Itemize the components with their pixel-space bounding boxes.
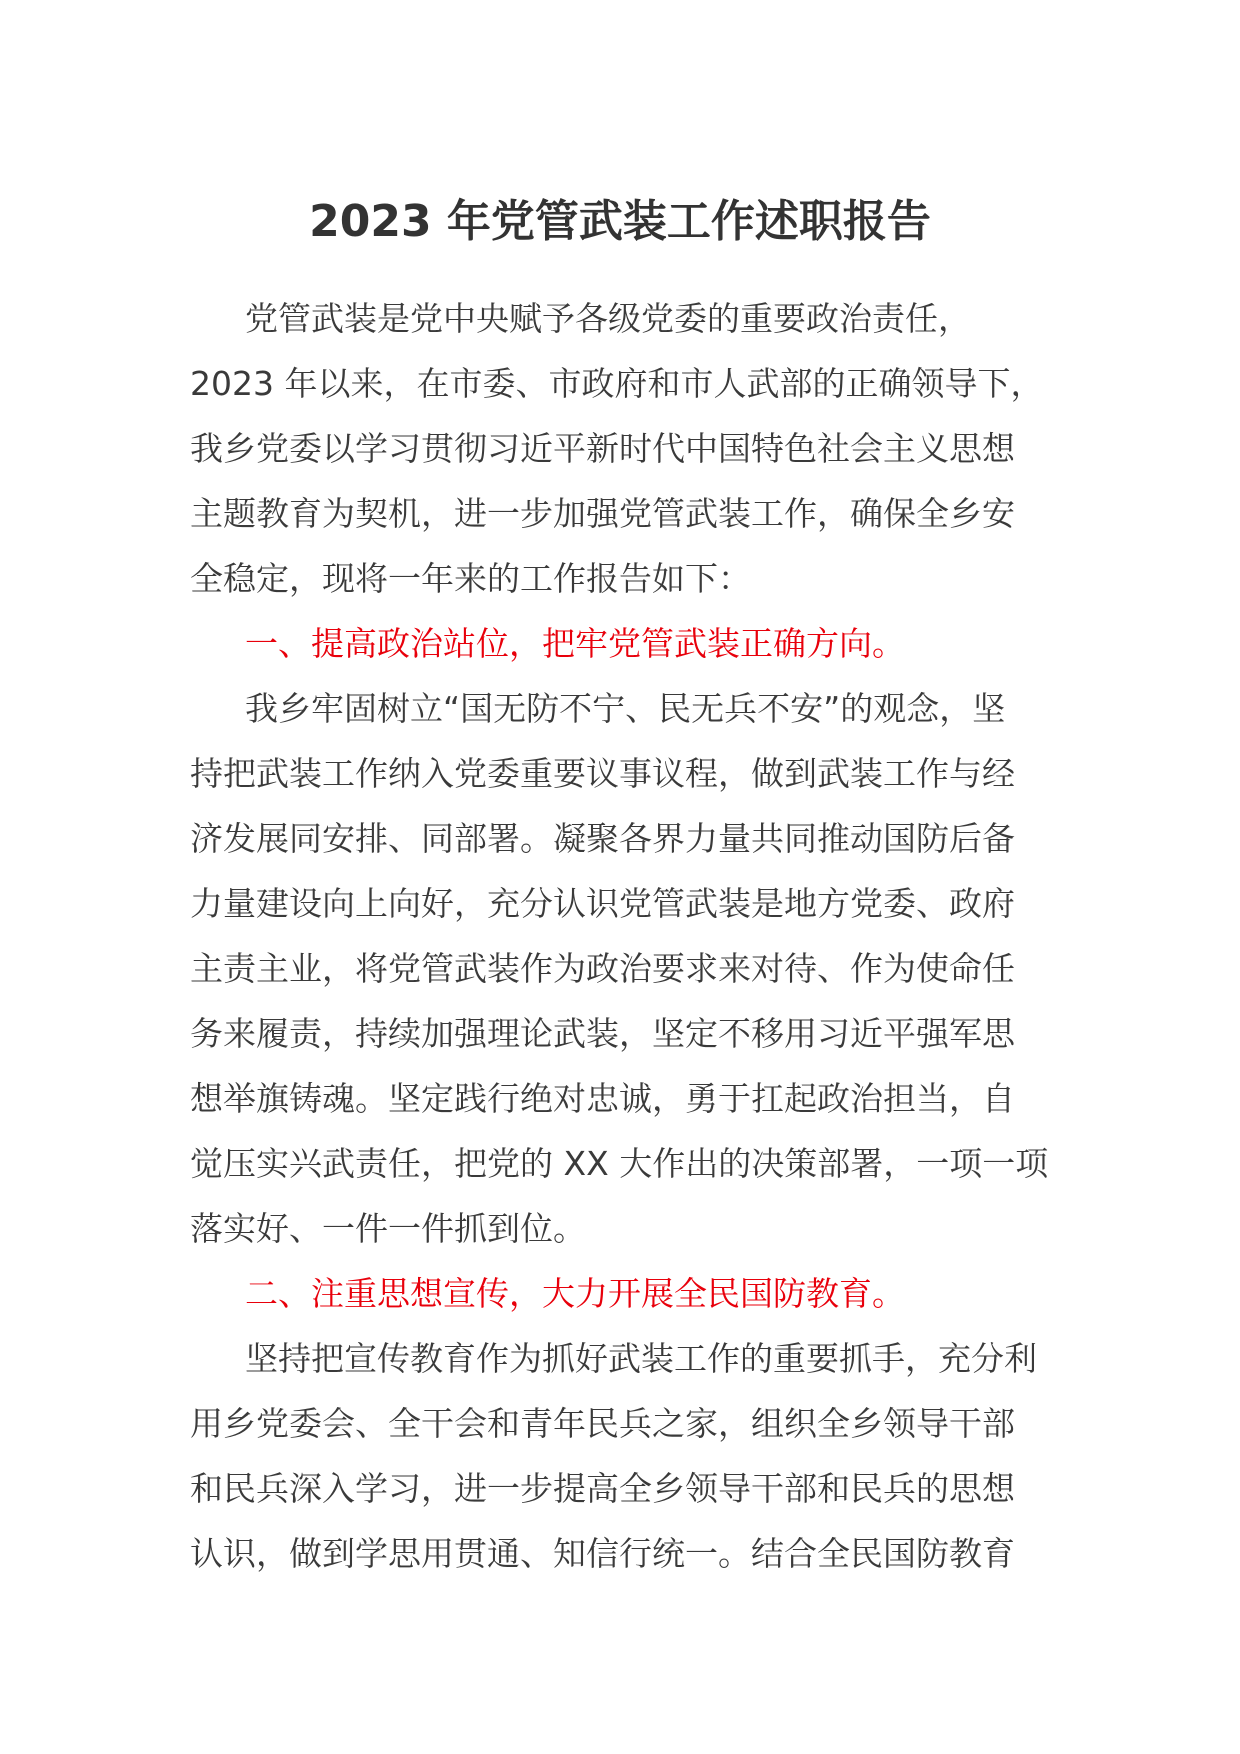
paragraph-line: 主责主业，将党管武装作为政治要求来对待、作为使命任 (190, 949, 1015, 988)
paragraph-section-1 (190, 676, 1070, 1261)
paragraph-line: 2023 年以来，在市委、市政府和市人武部的正确领导下， (190, 364, 1044, 403)
document-title: 2023 年党管武装工作述职报告 (309, 196, 931, 247)
paragraph-section-2 (190, 1326, 1070, 1586)
section-heading-1: 一、提高政治站位，把牢党管武装正确方向。 (245, 624, 905, 663)
paragraph-intro (190, 286, 1070, 611)
paragraph-line: 主题教育为契机，进一步加强党管武装工作，确保全乡安 (190, 494, 1015, 533)
paragraph-line: 持把武装工作纳入党委重要议事议程，做到武装工作与经 (190, 754, 1015, 793)
paragraph-line: 坚持把宣传教育作为抓好武装工作的重要抓手，充分利 (245, 1339, 1037, 1378)
paragraph-line: 全稳定，现将一年来的工作报告如下： (190, 559, 751, 598)
paragraph-line: 落实好、一件一件抓到位。 (190, 1209, 586, 1248)
paragraph-line: 我乡牢固树立“国无防不宁、民无兵不安”的观念，坚 (245, 689, 1006, 728)
paragraph-line: 认识，做到学思用贯通、知信行统一。结合全民国防教育 (190, 1534, 1015, 1573)
paragraph-line: 用乡党委会、全干会和青年民兵之家，组织全乡领导干部 (190, 1404, 1015, 1443)
paragraph-line: 想举旗铸魂。坚定践行绝对忠诚，勇于扛起政治担当，自 (190, 1079, 1015, 1118)
paragraph-line: 觉压实兴武责任，把党的 XX 大作出的决策部署，一项一项 (190, 1144, 1049, 1183)
paragraph-line: 务来履责，持续加强理论武装，坚定不移用习近平强军思 (190, 1014, 1015, 1053)
paragraph-line: 我乡党委以学习贯彻习近平新时代中国特色社会主义思想 (190, 429, 1015, 468)
paragraph-line: 力量建设向上向好，充分认识党管武装是地方党委、政府 (190, 884, 1015, 923)
document-body (190, 286, 1070, 1586)
paragraph-line: 济发展同安排、同部署。凝聚各界力量共同推动国防后备 (190, 819, 1015, 858)
paragraph-line: 和民兵深入学习，进一步提高全乡领导干部和民兵的思想 (190, 1469, 1015, 1508)
paragraph-line: 党管武装是党中央赋予各级党委的重要政治责任， (245, 299, 971, 338)
section-heading-2: 二、注重思想宣传，大力开展全民国防教育。 (245, 1274, 905, 1313)
